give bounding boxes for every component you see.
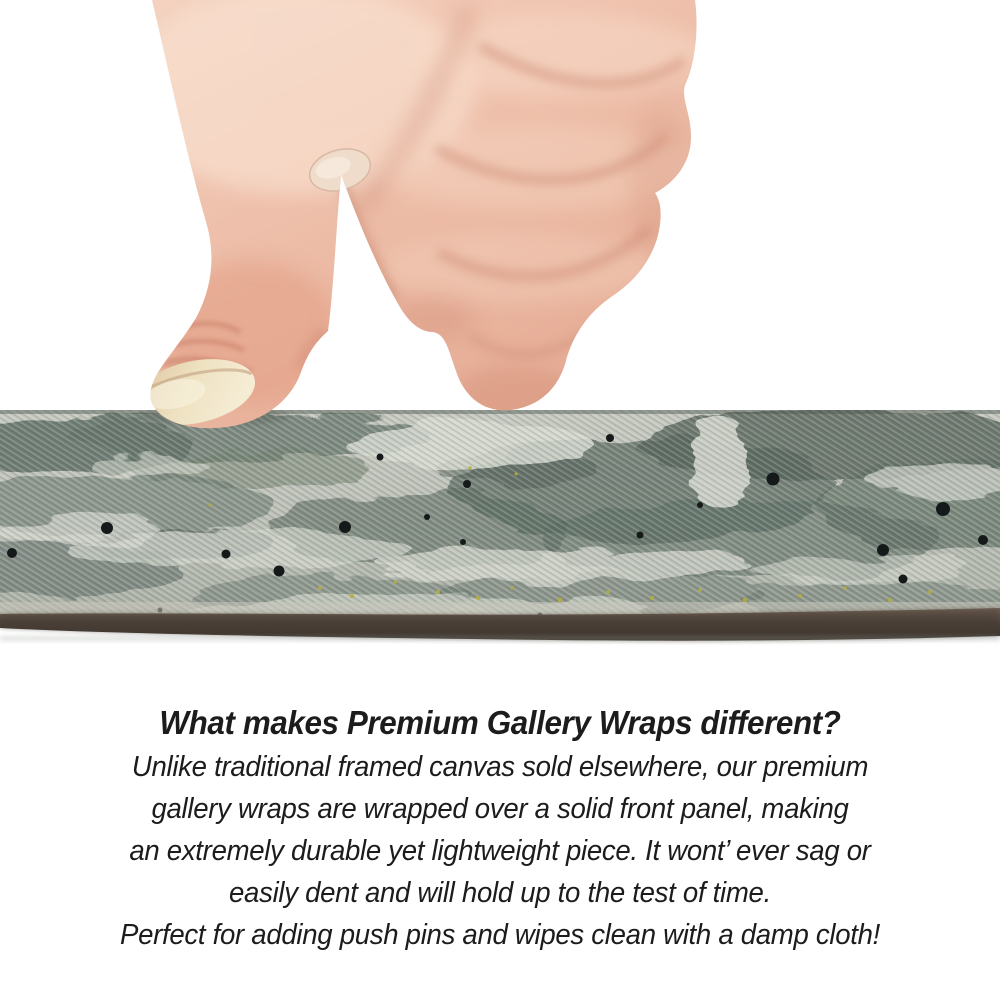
- body-line-2: gallery wraps are wrapped over a solid front panel, making: [151, 793, 849, 825]
- edge-cast-shadow: [0, 636, 1000, 641]
- hand-photo: [0, 0, 1000, 435]
- body-copy: [25, 746, 975, 956]
- body-line-4: easily dent and will hold up to the test of time.: [229, 877, 771, 909]
- body-line-3: an extremely durable yet lightweight piece. It wont’ ever sag or: [129, 835, 871, 867]
- info-block: [25, 700, 975, 956]
- hand-silhouette: [125, 0, 710, 435]
- body-line-5: Perfect for adding push pins and wipes clean with a damp cloth!: [119, 919, 881, 951]
- canvas-weave-texture: [0, 410, 1000, 620]
- headline: What makes Premium Gallery Wraps different?: [159, 704, 841, 741]
- body-line-1: Unlike traditional framed canvas sold elsewhere, our premium: [131, 751, 869, 783]
- canvas-strip: [0, 410, 1000, 650]
